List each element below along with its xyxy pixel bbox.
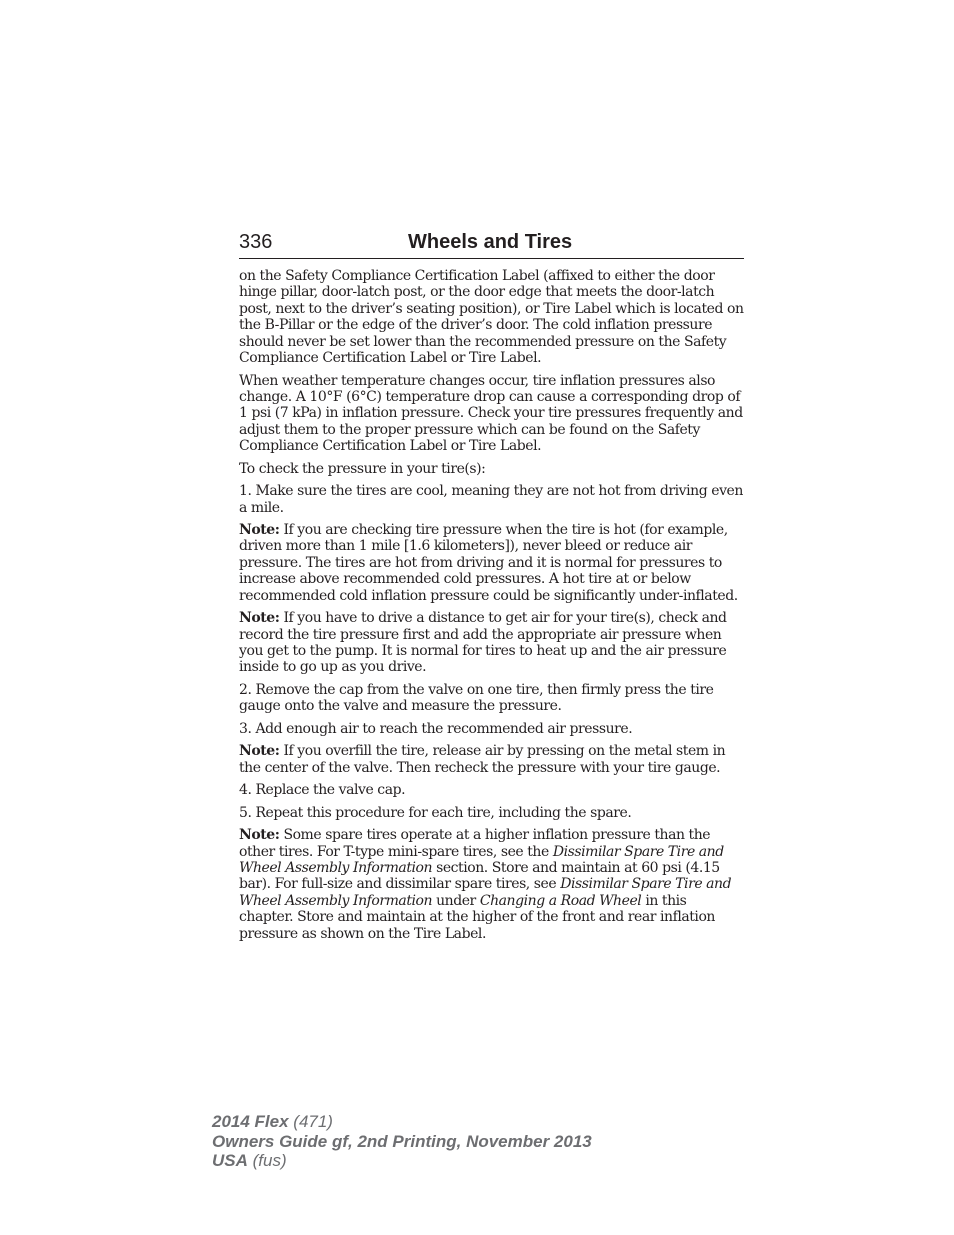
footer-market-line	[212, 1151, 592, 1171]
page-number: 336	[239, 231, 273, 253]
step-4: 4. Replace the valve cap.	[239, 782, 406, 799]
note-label: Note:	[239, 610, 280, 627]
note-text: under	[432, 892, 480, 909]
note-text: in this chapter. Store and maintain at the higher of the front and rear inflation pressure as shown on the Tire Label.	[239, 892, 715, 942]
page-header	[239, 228, 744, 259]
footer-model: 2014 Flex	[212, 1112, 289, 1131]
note-text: If you have to drive a distance to get air for your tire(s), check and record the tire pressure first and add the appropriate air pressure when you get to the pump. It is normal for tires to heat up and the air pressure inside to go up as you drive.	[239, 610, 727, 676]
note-label: Note:	[239, 743, 280, 760]
note-overfill	[239, 743, 744, 776]
cross-reference: Changing a Road Wheel	[479, 892, 642, 909]
footer-market-code: (fus)	[247, 1151, 287, 1170]
note-hot-tire	[239, 522, 744, 604]
step-3: 3. Add enough air to reach the recommended air pressure.	[239, 720, 633, 737]
page-footer	[212, 1112, 592, 1171]
note-text: If you overfill the tire, release air by pressing on the metal stem in the center of the valve. Then recheck the pressure with your tire gauge.	[239, 743, 726, 776]
step-2: 2. Remove the cap from the valve on one tire, then firmly press the tire gauge onto the valve and measure the pressure.	[239, 681, 714, 715]
note-drive-distance	[239, 610, 744, 676]
footer-model-code: (471)	[288, 1112, 333, 1131]
note-text: If you are checking tire pressure when the tire is hot (for example, driven more than 1 mile [1.6 kilometers]), never bleed or reduce air pressure. The tires are hot from driving and it is normal for pressures to increase above recommended cold pressures. A hot tire at or below recommended cold inflation pressure could be significantly under-inflated.	[239, 522, 738, 604]
footer-edition: Owners Guide gf, 2nd Printing, November 2013	[212, 1131, 592, 1151]
paragraph-check-intro: To check the pressure in your tire(s):	[239, 460, 486, 477]
note-label: Note:	[239, 522, 280, 539]
paragraph-temperature: When weather temperature changes occur, tire inflation pressures also change. A 10°F (6°C) temperature drop can cause a corresponding drop of 1 psi (7 kPa) in inflation pressure. Check your tire pressures frequently and adjust them to the proper pressure which can be found on the Safety Compliance Certification Label or Tire Label.	[239, 372, 743, 455]
note-spare-tires	[239, 827, 744, 942]
paragraph-continued: on the Safety Compliance Certification Label (affixed to either the door hinge pillar, door-latch post, or the door edge that meets the door-latch post, next to the driver’s seating position), or Tire Label which is located on the B-Pillar or the edge of the driver’s door. The cold inflation pressure should never be set lower than the recommended pressure on the Safety Compliance Certification Label or Tire Label.	[239, 268, 744, 367]
note-text: section. Store and maintain at 60 psi (4.15 bar). For full-size and dissimilar spare tires, see	[239, 860, 720, 893]
body-text	[239, 268, 744, 948]
footer-market: USA	[212, 1151, 248, 1170]
note-label: Note:	[239, 827, 280, 844]
step-5: 5. Repeat this procedure for each tire, including the spare.	[239, 804, 632, 821]
footer-model-line	[212, 1112, 592, 1132]
step-1: 1. Make sure the tires are cool, meaning they are not hot from driving even a mile.	[239, 483, 743, 516]
cross-reference: Dissimilar Spare Tire and Wheel Assembly Information	[239, 843, 724, 877]
cross-reference: Dissimilar Spare Tire and Wheel Assembly Information	[239, 876, 732, 909]
note-text: Some spare tires operate at a higher inflation pressure than the other tires. For T-type mini-spare tires, see the	[239, 827, 711, 860]
section-title: Wheels and Tires	[408, 231, 573, 253]
